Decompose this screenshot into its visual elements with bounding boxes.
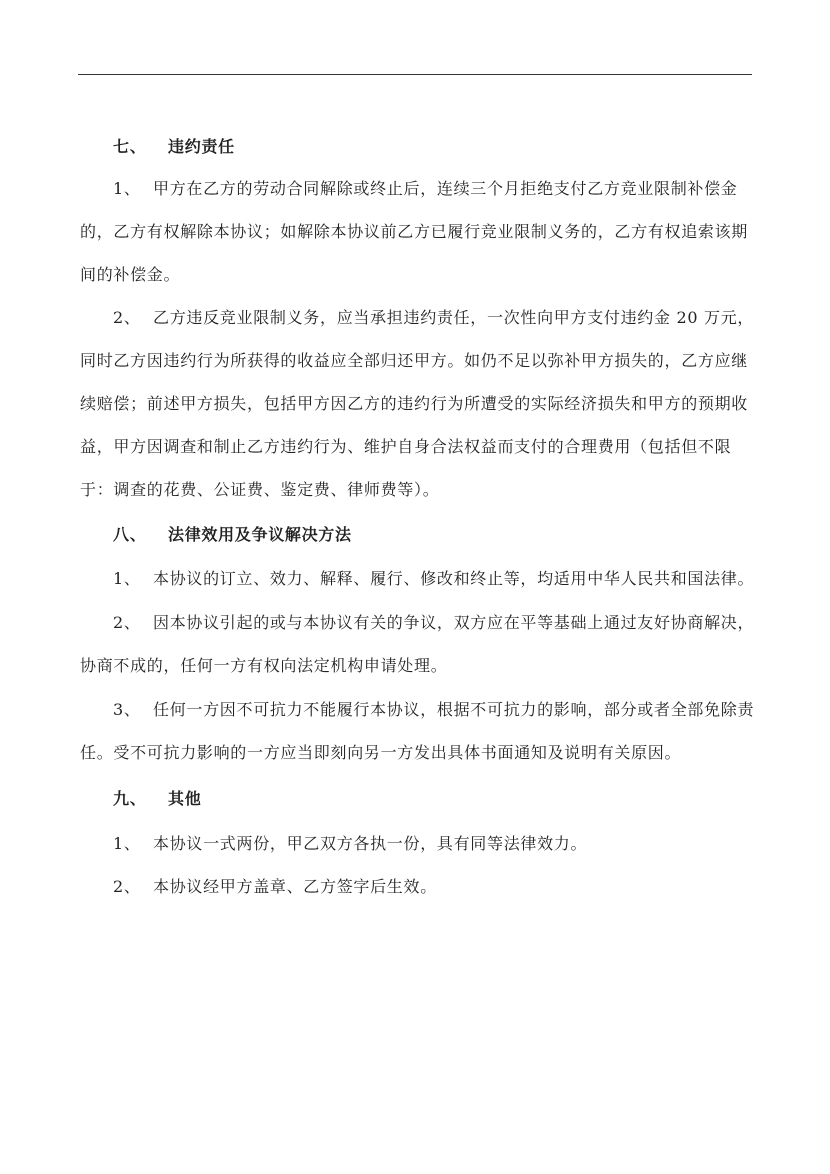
line-text: 本协议经甲方盖章、乙方签字后生效。 — [153, 877, 437, 896]
paragraph-line: 同时乙方因违约行为所获得的收益应全部归还甲方。如仍不足以弥补甲方损失的，乙方应继 — [80, 351, 749, 370]
paragraph-line — [113, 569, 755, 589]
section-title: 违约责任 — [168, 137, 235, 156]
line-text: 本协议一式两份，甲乙双方各执一份，具有同等法律效力。 — [153, 834, 588, 853]
item-number: 2、 — [113, 613, 141, 632]
section-heading — [113, 525, 752, 545]
paragraph-line: 的，乙方有权解除本协议；如解除本协议前乙方已履行竞业限制义务的，乙方有权追索该期 — [80, 222, 749, 241]
line-text: 甲方在乙方的劳动合同解除或终止后，连续三个月拒绝支付乙方竞业限制补偿金 — [153, 179, 738, 198]
paragraph-line: 间的补偿金。 — [80, 265, 181, 284]
paragraph-line — [113, 179, 752, 199]
section-number: 七、 — [113, 137, 147, 156]
paragraph-line — [113, 877, 752, 897]
item-number: 1、 — [113, 179, 141, 198]
item-number: 1、 — [113, 834, 141, 853]
paragraph-line — [113, 308, 755, 328]
item-number: 2、 — [113, 877, 141, 896]
item-number: 1、 — [113, 569, 141, 588]
line-text: 因本协议引起的或与本协议有关的争议，双方应在平等基础上通过友好协商解决， — [153, 613, 755, 632]
header-rule — [78, 74, 752, 75]
section-number: 九、 — [113, 789, 147, 808]
section-title: 法律效用及争议解决方法 — [168, 525, 352, 544]
paragraph-line: 于：调查的花费、公证费、鉴定费、律师费等）。 — [80, 480, 440, 499]
paragraph-line: 益，甲方因调查和制止乙方违约行为、维护自身合法权益而支付的合理费用（包括但不限 — [80, 437, 732, 456]
paragraph-line: 任。受不可抗力影响的一方应当即刻向另一方发出具体书面通知及说明有关原因。 — [80, 743, 682, 762]
item-number: 3、 — [113, 700, 141, 719]
paragraph-line: 协商不成的，任何一方有权向法定机构申请处理。 — [80, 656, 448, 675]
section-number: 八、 — [113, 525, 147, 544]
paragraph-line — [113, 700, 755, 720]
section-heading — [113, 137, 752, 157]
item-number: 2、 — [113, 308, 141, 327]
section-heading — [113, 789, 752, 809]
line-text: 乙方违反竞业限制义务，应当承担违约责任，一次性向甲方支付违约金 20 万元， — [153, 308, 755, 327]
section-title: 其他 — [168, 789, 202, 808]
line-text: 本协议的订立、效力、解释、履行、修改和终止等，均适用中华人民共和国法律。 — [153, 569, 755, 588]
paragraph-line — [113, 834, 752, 854]
paragraph-line: 续赔偿；前述甲方损失，包括甲方因乙方的违约行为所遭受的实际经济损失和甲方的预期收 — [80, 394, 749, 413]
line-text: 任何一方因不可抗力不能履行本协议，根据不可抗力的影响，部分或者全部免除责 — [153, 700, 755, 719]
paragraph-line — [113, 613, 755, 633]
